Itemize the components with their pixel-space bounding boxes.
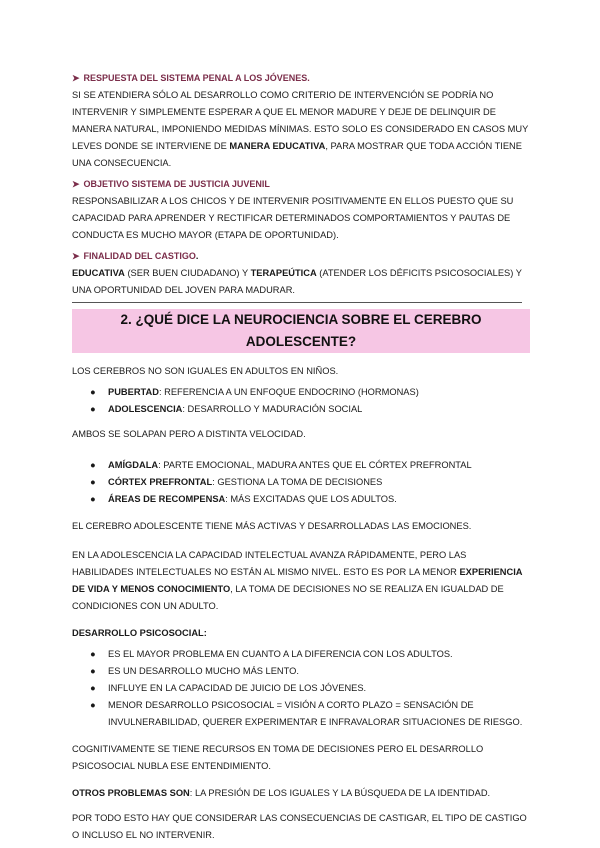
list-item: ● ÁREAS DE RECOMPENSA: MÁS EXCITADAS QUE LOS ADULTOS. — [72, 491, 530, 508]
paragraph-respuesta: SI SE ATENDIERA SÓLO AL DESARROLLO COMO CRITERIO DE INTERVENCIÓN SE PODRÍA NO INTERVENIR Y SIMPLEMENTE ESPERAR A QUE EL MENOR MADURE Y DEJE DE DELINQUIR DE MANERA NATURAL, IMPONIENDO MEDIDAS MÍNIMAS. ESTO SOLO ES CONSIDERADO EN CASOS MUY LEVES DONDE SE INTERVIENE DE MANERA EDUCATIVA, PARA MOSTRAR QUE TODA ACCIÓN TIENE UNA CONSECUENCIA. — [72, 90, 529, 168]
paragraph-overlap: AMBOS SE SOLAPAN PERO A DISTINTA VELOCIDAD. — [72, 429, 306, 439]
list-item: ● ES UN DESARROLLO MUCHO MÁS LENTO. — [72, 663, 530, 680]
list-brain-areas — [72, 457, 530, 508]
list-item: ● ADOLESCENCIA: DESARROLLO Y MADURACIÓN SOCIAL — [72, 401, 530, 418]
bullet-icon: ● — [90, 387, 96, 397]
list-item: ● INFLUYE EN LA CAPACIDAD DE JUICIO DE LOS JÓVENES. — [72, 680, 530, 697]
document-page — [72, 70, 530, 844]
paragraph-capacity: EN LA ADOLESCENCIA LA CAPACIDAD INTELECTUAL AVANZA RÁPIDAMENTE, PERO LAS HABILIDADES INTELECTUALES NO ESTÁN AL MISMO NIVEL. ESTO ES POR LA MENOR EXPERIENCIA DE VIDA Y MENOS CONOCIMIENTO, LA TOMA DE DECISIONES NO SE REALIZA EN IGUALDAD DE CONDICIONES CON UN ADULTO. — [72, 550, 523, 611]
section-heading: 2. ¿QUÉ DICE LA NEUROCIENCIA SOBRE EL CEREBRO ADOLESCENTE? — [72, 309, 530, 353]
paragraph-cognitive: COGNITIVAMENTE SE TIENE RECURSOS EN TOMA DE DECISIONES PERO EL DESARROLLO PSICOSOCIAL NUBLA ESE ENTENDIMIENTO. — [72, 744, 484, 771]
bullet-icon: ● — [90, 666, 96, 676]
paragraph-final: POR TODO ESTO HAY QUE CONSIDERAR LAS CONSECUENCIAS DE CASTIGAR, EL TIPO DE CASTIGO O INCLUSO EL NO INTERVENIR. — [72, 813, 527, 840]
bullet-icon: ● — [90, 683, 96, 693]
bullet-icon: ● — [90, 404, 96, 414]
list-item: ● ES EL MAYOR PROBLEMA EN CUANTO A LA DIFERENCIA CON LOS ADULTOS. — [72, 646, 530, 663]
list-psicosocial — [72, 646, 530, 731]
bullet-icon: ● — [90, 477, 96, 487]
list-pubertad-adolescencia — [72, 384, 530, 418]
paragraph-finalidad: EDUCATIVA (SER BUEN CIUDADANO) Y TERAPEÚTICA (ATENDER LOS DÉFICITS PSICOSOCIALES) Y UNA OPORTUNIDAD DEL JOVEN PARA MADURAR. — [72, 268, 522, 295]
arrow-icon: ➤ — [72, 251, 80, 261]
list-item: ● PUBERTAD: REFERENCIA A UN ENFOQUE ENDOCRINO (HORMONAS) — [72, 384, 530, 401]
list-item: ● CÓRTEX PREFRONTAL: GESTIONA LA TOMA DE DECISIONES — [72, 474, 530, 491]
bullet-icon: ● — [90, 460, 96, 470]
bullet-icon: ● — [90, 649, 96, 659]
bullet-icon: ● — [90, 494, 96, 504]
arrow-icon: ➤ — [72, 179, 80, 189]
paragraph-others: OTROS PROBLEMAS SON: LA PRESIÓN DE LOS IGUALES Y LA BÚSQUEDA DE LA IDENTIDAD. — [72, 788, 491, 798]
paragraph-objetivo: RESPONSABILIZAR A LOS CHICOS Y DE INTERVENIR POSITIVAMENTE EN ELLOS PUESTO QUE SU CAPACIDAD PARA APRENDER Y RECTIFICAR DETERMINADOS COMPORTAMIENTOS Y PAUTAS DE CONDUCTA ES MUCHO MAYOR (ETAPA DE OPORTUNIDAD). — [72, 196, 514, 240]
heading-wrapper — [72, 309, 530, 353]
section-title-finalidad: ➤ FINALIDAD DEL CASTIGO. — [72, 251, 199, 261]
list-item: ● MENOR DESARROLLO PSICOSOCIAL = VISIÓN A CORTO PLAZO = SENSACIÓN DE INVULNERABILIDAD, QUERER EXPERIMENTAR E INFRAVALORAR SITUACIONES DE RIESGO. — [72, 697, 530, 731]
horizontal-divider — [72, 302, 522, 303]
bullet-icon: ● — [90, 700, 96, 710]
list-item: ● AMÍGDALA: PARTE EMOCIONAL, MADURA ANTES QUE EL CÓRTEX PREFRONTAL — [72, 457, 530, 474]
arrow-icon: ➤ — [72, 73, 80, 83]
paragraph-emotions: EL CEREBRO ADOLESCENTE TIENE MÁS ACTIVAS Y DESARROLLADAS LAS EMOCIONES. — [72, 521, 472, 531]
section-title-objetivo: ➤ OBJETIVO SISTEMA DE JUSTICIA JUVENIL — [72, 179, 270, 189]
subheading-psicosocial: DESARROLLO PSICOSOCIAL: — [72, 628, 207, 638]
paragraph-intro: LOS CEREBROS NO SON IGUALES EN ADULTOS EN NIÑOS. — [72, 366, 339, 376]
section-title-respuesta: ➤ RESPUESTA DEL SISTEMA PENAL A LOS JÓVENES. — [72, 73, 310, 83]
